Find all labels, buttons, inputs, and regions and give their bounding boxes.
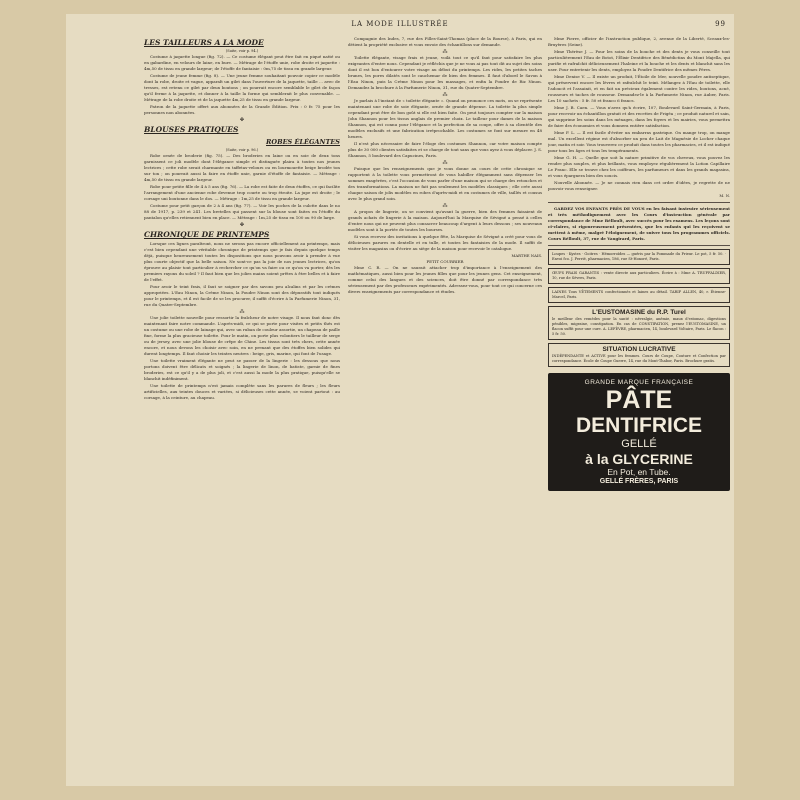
ad-pate-line: PÂTE — [605, 386, 673, 414]
courrier-paragraph: Mme Thérèse J. — Pour les soins de la bouche et des dents je vous conseille tout particulièrement l'Eau de Botot, l'Élixir Dentifrice des Bénédictins du Mont Majella, qui purifie et rafraîchit délicieusement l'haleine et la bouche et les dents et blanchit sans les user. Pour entretenir les dents, employez la Poudre Dentifrice des mêmes Pères. — [548, 49, 730, 72]
article-paragraph: Costume pour petit garçon de 2 à 4 ans (fig. 77). — Voir les poches de la culotte dans le no 88 de 1917, p. 239 et 241. Les bretelles qui passent sur la blouse sont faites en l'étoffe du pantalon qu'elles retiennent bien en place. — Métrage : 1m,25 de tissu en 100 ou 90 de large. — [144, 203, 340, 220]
ad-situation-title: SITUATION LUCRATIVE — [602, 346, 676, 353]
ad-pate-line: GRANDE MARQUE FRANÇAISE — [584, 379, 694, 386]
heading-chronique: CHRONIQUE DE PRINTEMPS — [144, 230, 270, 239]
article-paragraph: Il n'est plus nécessaire de faire l'éloge des costumes Shannon, car votre maison compte plus de 30 000 clientes satisfaites et se charge de tout sans que vous ayez à vous déplacer. J. S. Shannon, 5 boulevard des Capucines, Paris. — [348, 141, 542, 158]
heading-petit-courrier: PETIT COURRIER — [426, 259, 464, 264]
ornament-icon: ⁂ — [442, 203, 448, 209]
ad-situation: SITUATION LUCRATIVE INDÉPENDANTE et ACTIVE pour les femmes. Cours de Coupe, Couture et Confection par correspondance. École de Coupe Guerre, 14, rue du Mont-Thabor, Paris. Brochure gratis. — [548, 343, 730, 367]
ornament-icon: ⁂ — [239, 309, 245, 315]
heading-blouses: BLOUSES PRATIQUES — [144, 125, 239, 134]
article-paragraph: Costume de jeune femme (fig. 8). — Une jeune femme souhaitant pouvoir copier ce modèle dont la robe, droite et vague, apparaît un gilet dans l'ouverture de la jaquette, taille ... avec de tresses, est retenu ce gilet par deux boutons ; on pourrait encore semblable le gilet de façon qu'il ferme à la jaquette, et donner à la taille la forme qui semblerait le plus convenable. — Métrage de la robe droite et de la jaquette 4m,25 de tissu en grande largeur. — [144, 73, 340, 102]
ad-laines: LAINES Tous VÊTEMENTS confectionnés et laines au détail. TARIF ALLEN, 40, r. Étienne-Marcel, Paris. — [548, 287, 730, 303]
courrier-paragraph: Nouvelle Abonnée. — Je ne connais rien dans cet ordre d'idées, je regrette de ne pouvoir vous renseigner. — [548, 180, 730, 191]
column-2 — [348, 36, 542, 780]
ad-eustomasine-title: L'EUSTOMASINE du R.P. Turel — [592, 309, 686, 316]
ornament-icon: ⁂ — [442, 92, 448, 98]
ad-pommade: Loupes · Kystes · Goitres · Hémorroïdes — guéris par la Pommade du Prieur. Le pot, 5 fr. 50. · Envoi fco. J. Ferrié, pharmacien, 186, rue St-Honoré, Paris. — [548, 249, 730, 265]
author-signature: M. N. — [719, 193, 730, 198]
ad-oeufs: ŒUFS FRAIS GARANTIS : vente directe aux particuliers. Écrire à : Mme A. TRUFFALDIER, 10, rue de Sèvres, Paris. — [548, 268, 730, 284]
courrier-paragraph: Mme Pierre, officier de l'instruction publique, 2, avenue de la Liberté, Sceaux-les-Bruyères (Seine). — [548, 36, 730, 47]
ad-pate-line: GELLÉ — [621, 438, 657, 450]
courrier-paragraph: Mme Denise V. — Il existe un produit, l'Étoile de Mer, nouvelle poudre antiseptique, qui préservent encore les lèvres et rafraîchit le teint. Mélangez à l'Eau de toilette, elle l'adoucit et l'assainit, et en fait un précieux également contre les rides, boutons, acné, rousseurs et taches de rousseur. Demandez-le à la Parfumerie Ninon, rue Auber, Paris. Les 10 sachets : 5 fr. 50 et franco 6 francs. — [548, 74, 730, 103]
courrier-paragraph: Mme F. L. — Il est facile d'éviter un embarras gastrique. On mange trop, on mange mal. Un excellent régime est d'absorber un peu de Lait de Magnésie de Locher chaque jour, matin et soir. Vous trouverez ce produit dans toutes les pharmacies, et il est indiqué pour tous les âges et tous les tempéraments. — [548, 130, 730, 153]
article-paragraph: Une jolie toilette nouvelle pour ressortir la fraîcheur de notre visage. Il nous faut donc dès maintenant faire notre commande. L'après-midi, ce qui se porte pour visites et petits thés est un costume ou une robe de lainage qui, avec un ruban de couleur assortie, un chapeau de paille fine, forme la plus gracieuse toilette. Pour le matin, on porte plus volontiers le tailleur de serge ou de jersey, avec une jolie blouse de crêpe de Chine. Les tissus sont très chers, cette année encore, et nous devons les choisir avec soin, en ne prenant que des étoffes bien solides qui durent longtemps. Il faut choisir les teintes neutres : beige, gris, marine, qui font de l'usage. — [144, 315, 340, 356]
divider — [548, 245, 730, 246]
ad-pate-line: GELLÉ FRÈRES, PARIS — [599, 478, 679, 485]
article-paragraph: Mme C. R. — On ne saurait attacher trop d'importance à l'enseignement des mathématiques, aussi bien pour les jeunes filles que pour les jeunes gens. Cet enseignement, comme celui des langues et des sciences, doit être donné par correspondance très sérieusement par des professeurs expérimentés. Adressez-vous, pour tout ce qui concerne ces divers enseignements par correspondance et études. — [348, 265, 542, 294]
article-paragraph: Puisque que les renseignements que je vous donne au cours de cette chronique se rapportent à la toilette vous permettront de vous habiller élégamment sans dépenser les sommes exagérées, c'est l'occasion de vous parler d'une maison qui se charge des retouches et des transformations. La maison ne fait pas seulement les modèles classiques ; elle crée aussi chaque saison de jolis modèles en robes d'après-midi et en costumes de ville, taillés et cousus avec le plus grand soin. — [348, 166, 542, 201]
article-paragraph: Compagnie des Indes, 7, rue des Filles-Saint-Thomas (place de la Bourse), à Paris, qui en détient la propriété exclusive et vous envoie des échantillons sur demande. — [348, 36, 542, 47]
ad-pate-line: DENTIFRICE — [576, 414, 702, 437]
courrier-paragraph: Mme G. H. — Quelle que soit la nature primitive de vos cheveux, vous pouvez les rendre plus souples, et plus brillants, vous employez régulièrement la Lotion Capillaire Le Franc. Elle se trouve chez les coiffeurs, les parfumeurs et dans les grands magasins, et vous épargnera bien des soucis. — [548, 155, 730, 178]
running-title: LA MODE ILLUSTRÉE — [351, 20, 449, 28]
notice-gardez-enfants: GARDEZ VOS ENFANTS PRÈS DE VOUS en les faisant instruire sérieusement et très méthodiquement avec les Cours d'instruction générale par correspondance de Mme Bélloult, avec succès pour les examens. Les leçons sont ci-claires, si rigoureusement présentées, que les enfants qui les reçoivent se mettent à même, malgré l'éloignement, de suivre tous les programmes officiels. Cours Bélloult, 37, rue de Vaugirard, Paris. — [548, 206, 730, 241]
courrier-paragraph: Mme J. B. Caen. — Vous n'avez qu'à écrire, 107, Boulevard Saint-Germain, à Paris, pour recevoir un échantillon gratuit et des recettes de Frigéa ; ce produit naturel et sain, qui supprime les soins dans les ménages, dans les foyers et les mairies, vous permettra de faire des économies et vous donnera entière satisfaction. — [548, 105, 730, 128]
heading-note: (Suite, voir p. 96.) — [225, 148, 259, 152]
divider — [548, 202, 730, 203]
article-paragraph: Une toilette de printemps n'est jamais complète sans les parures de fleurs ; les fleurs artificielles, aux teintes douces et variées, si délicieuses cette année, se voient partout : au corsage, à la ceinture, au chapeau. — [144, 383, 340, 400]
article-paragraph: Je parlais à l'instant de « toilette élégante ». Quand on prononce ces mots, on se représente maintenant une robe de soie élégante, ornée de grande dépense. La toilette la plus simple cependant peut être de bon goût si elle est bien faite. On peut toujours compter sur la maison John Shannon pour les tissus anglais de premier choix. Le tailleur pour dames de la maison Shannon, qui est connu pour l'élégance et la perfection de sa coupe, offre à sa clientèle des modèles exclusifs et une fabrication irréprochable. Les costumes se font sur mesure en 48 heures. — [348, 98, 542, 139]
ornament-icon: ⁂ — [442, 160, 448, 166]
article-paragraph: Robe pour petite fille de 4 à 5 ans (fig. 76). — La robe est faite de deux étoffes, ce qui facilite l'arrangement d'une ancienne robe devenue trop courte ou trop étroite. La jupe est droite ; le corsage uni boutonne dans le dos. — Métrage : 1m,25 de tissu en grande largeur. — [144, 184, 340, 201]
article-paragraph: Patron de la jaquette offert aux abonnées de la Grande Édition. Prix : 0 fr. 75 pour les personnes non abonnées. — [144, 104, 340, 115]
ornament-icon: ✤ — [239, 222, 245, 228]
ornament-icon: ✤ — [239, 117, 245, 123]
ad-pate-dentifrice-gelle — [548, 373, 730, 491]
article-paragraph: A propos de lingerie, on se convient qu'avant la guerre, bien des femmes faisaient de grands achats de lingerie à la maison. Aujourd'hui la Marquise de Sévigné a pensé à celles d'entre nous qui ne peuvent plus consacrer beaucoup d'argent à leurs dessous ; ses nouveaux modèles sont à la portée de toutes les bourses. — [348, 209, 542, 232]
heading-robes: ROBES ÉLÉGANTES — [266, 138, 340, 146]
heading-tailleurs: LES TAILLEURS A LA MODE — [144, 38, 264, 47]
ad-pate-line: à la GLYCERINE — [585, 451, 693, 467]
article-paragraph: Une toilette vraiment élégante ne peut se passer de la lingerie : les dessous que nous portons doivent être délicats et soignés ; la lingerie de linon, de batiste, garnie de fines broderies, est ce qu'il y a de plus joli, et c'est aussi la mode la plus pratique, puisqu'elle se blanchit indéfiniment. — [144, 358, 340, 381]
article-paragraph: Toilette élégante, visage frais et jeune, voilà tout ce qu'il faut pour satisfaire les plus exigeantes d'entre nous. Cependant je réfléchis que je ne vous ai pas tout dit au sujet des soins dont il est bon d'entourer votre visage au début du printemps. Les rides, les petites taches brunes, les pores dilatés sont le cauchemar de bien des femmes. Il faut d'abord le Savon à l'Eau Ninon, puis la Crème Ninon pour les massages, et enfin la Poudre de Riz Ninon. Demandez la brochure à la Parfumerie Ninon, 31, rue du Quatre-Septembre. — [348, 55, 542, 90]
article-paragraph: Robe ornée de broderie (fig. 75). — Des broderies en laine ou en soie de deux tons garnissent ce joli modèle dont l'élégance simple et distinguée plaira à toutes nos jeunes lectrices ; cette robe serait charmante en taffetas-velours ou en lourmouette beige brodée ton sur ton ; on pourrait aussi la faire en étoffe unie, garnie d'étoffe de fantaisie. — Métrage : 4m,50 de tissu en grande largeur. — [144, 153, 340, 182]
column-3 — [548, 36, 730, 780]
ad-pate-line: En Pot, en Tube. — [607, 467, 671, 477]
article-paragraph: Costume à jaquette longue (fig. 72). — Ce costume élégant peut être fait en piqué natté ou en gabardine, en velours de laine, en bure. — Métrage de l'étoffe unie, robe droite et jaquette : 4m,50 de tissu en grande largeur; de l'étoffe de fantaisie : 0m,75 de tissu en grande largeur. — [144, 54, 340, 71]
article-paragraph: Si vous recevez des invitations à quelque fête, la Marquise de Sévigné a créé pour vous de délicieuses parures en dentelle et en tulle, et toutes les fantaisies de la mode. Il suffit de visiter les magasins ou d'écrire au siège de la maison pour recevoir le catalogue. — [348, 234, 542, 251]
heading-note: (Suite, voir p. 94.) — [225, 49, 259, 53]
running-head — [66, 20, 734, 32]
column-1 — [144, 36, 340, 780]
ornament-icon: ⁂ — [442, 49, 448, 55]
ad-eustomasine: L'EUSTOMASINE du R.P. Turel le meilleur des remèdes pour la santé : névralgie, anémie, maux d'estomac, digestions pénibles, migraine, constipation. En cas de CONSTIPATION, prenez l'EUSTOMASINE, un flacon suffit pour une cure. A. LEFÈVRE, pharmacien, 14, boulevard Voltaire, Paris. Le flacon : 5 fr. 50. — [548, 306, 730, 340]
article-paragraph: Lorsque ces lignes paraîtront, nous ne serons pas encore officiellement au printemps, mais c'est bien cependant une véritable chronique de printemps que je fais depuis quelque temps déjà, puisque heureusement toutes les dispositions que nous pouvons avoir à prendre à vue plus courte objectif que la belle saison. Ne sont-ce pas la joie de nos jeunes lectrices, qu'on éprouve au plaisir tout particulier à rechercher ce qu'on va faire ou ce qu'on va porter, dès les premiers rayons du soleil ? Il faut bien que les jolies mains soient prêtes à être belles et à faire de l'effet. — [144, 241, 340, 282]
author-signature: MARTHE NAIS. — [511, 253, 542, 258]
page-number: 99 — [715, 20, 726, 28]
magazine-page — [66, 14, 734, 786]
article-paragraph: Pour avoir le teint frais, il faut se soigner par des savons peu alcalins et par les crèmes appropriées. L'Eau Ninon, la Crème Ninon, la Poudre Ninon sont des dépuratifs tout indiqués pour le printemps, et il est facile de se les procurer, il suffit d'écrire à la Parfumerie Ninon, 31, rue du Quatre-Septembre. — [144, 284, 340, 307]
